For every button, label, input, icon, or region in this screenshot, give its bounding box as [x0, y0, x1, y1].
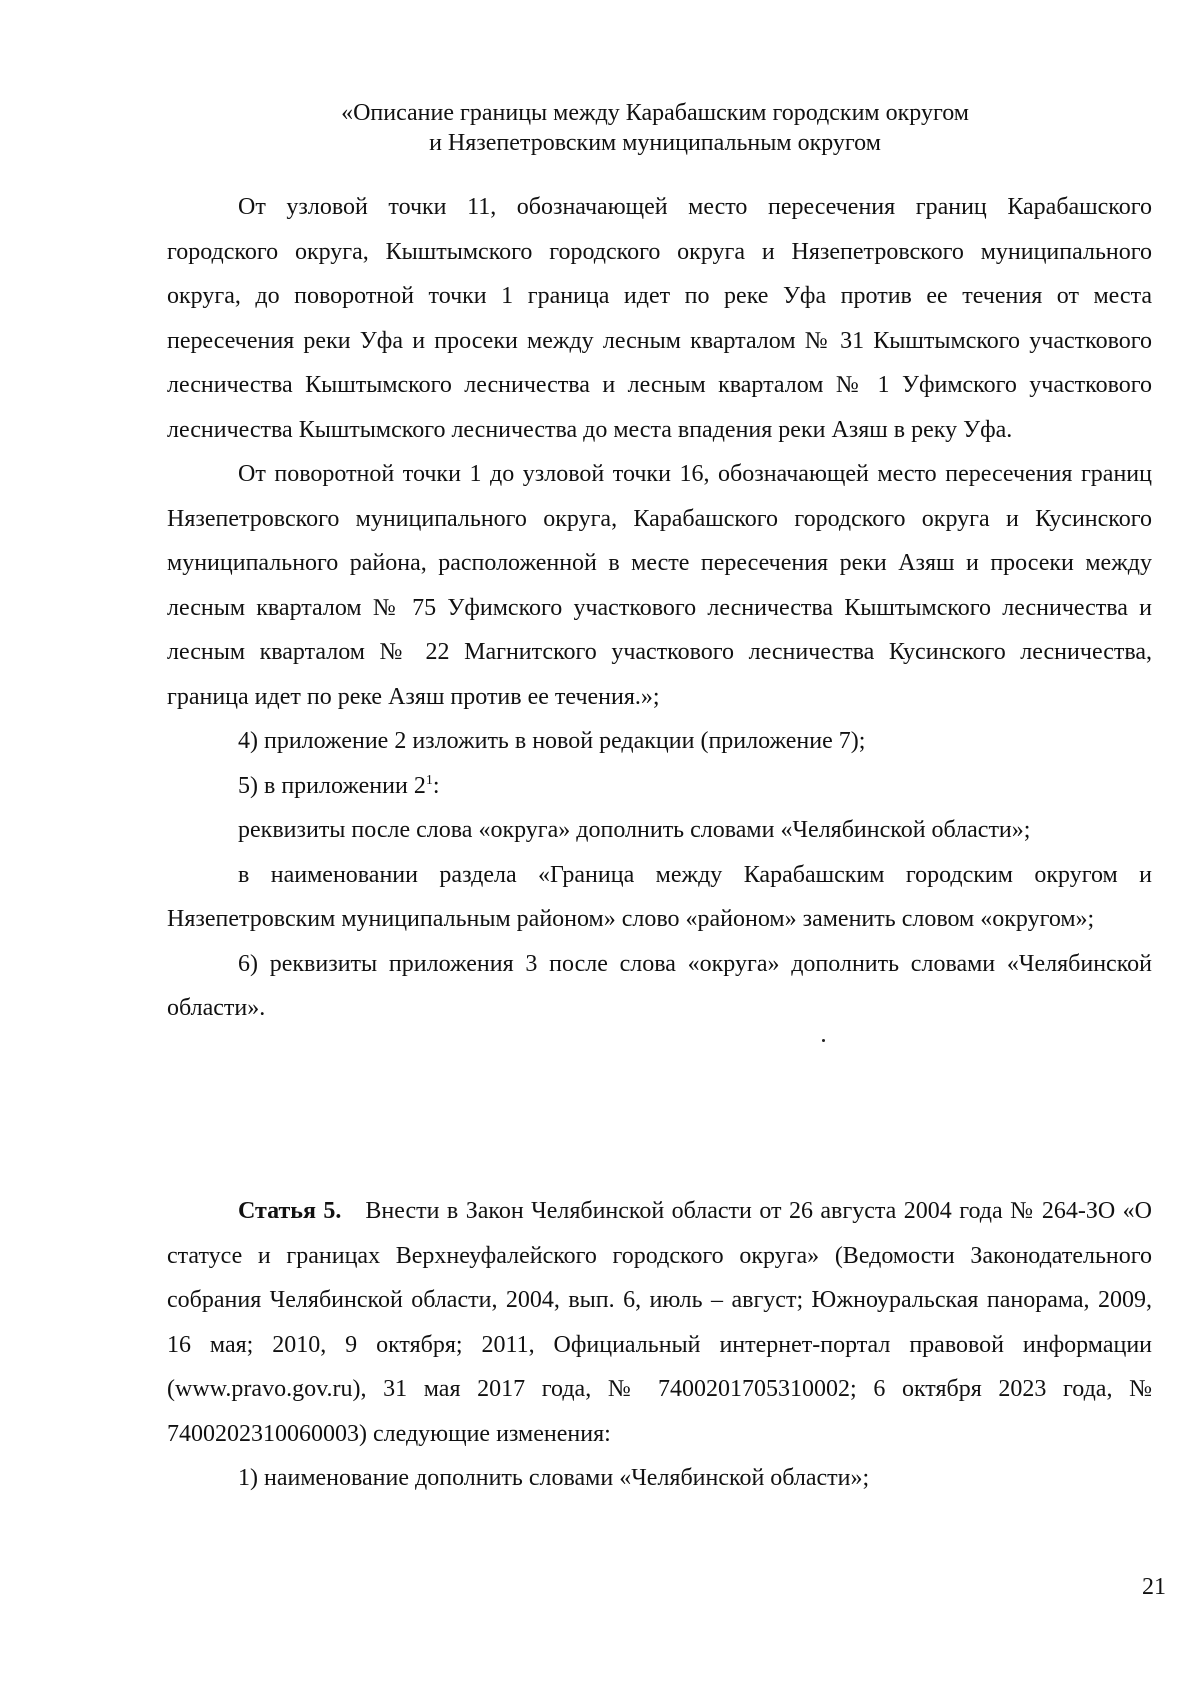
item-5: [167, 764, 1152, 809]
item-5-requisites: реквизиты после слова «округа» дополнить словами «Челябинской области»;: [238, 817, 1031, 843]
article-5-item-1: 1) наименование дополнить словами «Челябинской области»;: [238, 1465, 870, 1491]
article-5-block: [167, 1189, 1152, 1501]
item-4: 4) приложение 2 изложить в новой редакции (приложение 7);: [238, 728, 866, 754]
paragraph-node-11: От узловой точки 11, обозначающей место пересечения границ Карабашского городского округа, Кыштымского городского округа и Нязепетровского муниципального округа, до поворотной точки 1 граница идет по реке Уфа против ее течения от места пересечения реки Уфа и просеки между лесным кварталом № 31 Кыштымского участкового лесничества Кыштымского лесничества и лесным кварталом № 1 Уфимского участкового лесничества Кыштымского лесничества до места впадения реки Азяш в реку Уфа.: [167, 194, 1152, 443]
item-5-suffix: :: [432, 772, 440, 799]
title-line-1: «Описание границы между Карабашским городским округом: [341, 100, 969, 126]
article-5-heading: Статья 5.: [238, 1198, 342, 1224]
section-title: [0, 98, 1200, 158]
paragraph-point-1: От поворотной точки 1 до узловой точки 16, обозначающей место пересечения границ Нязепетровского муниципального округа, Карабашского городского округа и Кусинского муниципального района, расположенной в месте пересечения реки Азяш и просеки между лесным кварталом № 75 Уфимского участкового лесничества Кыштымского лесничества и лесным кварталом № 22 Магнитского участкового лесничества Кусинского лесничества, граница идет по реке Азяш против ее течения.»;: [167, 461, 1152, 710]
page-number: 21: [1142, 1574, 1166, 1600]
main-text-block: [167, 185, 1152, 1031]
item-5-superscript: 1: [425, 772, 433, 788]
article-5-text: Внести в Закон Челябинской области от 26 августа 2004 года № 264-ЗО «О статусе и границах Верхнеуфалейского городского округа» (Ведомости Законодательного собрания Челябинской области, 2004, вып. 6, июль – август; Южноуральская панорама, 2009, 16 мая; 2010, 9 октября; 2011, Официальный интернет-портал правовой информации (www.pravo.gov.ru), 31 мая 2017 года, № 7400201705310002; 6 октября 2023 года, № 7400202310060003) следующие изменения:: [167, 1198, 1152, 1447]
item-5-section-name: в наименовании раздела «Граница между Карабашским городским округом и Нязепетровским муниципальным районом» слово «районом» заменить словом «округом»;: [167, 861, 1152, 932]
item-6: 6) реквизиты приложения 3 после слова «округа» дополнить словами «Челябинской области».: [167, 950, 1152, 1021]
article-5-paragraph: [167, 1189, 1152, 1456]
item-5-prefix: 5) в приложении 2: [238, 772, 426, 799]
scan-speck: [822, 1039, 825, 1042]
title-line-2: и Нязепетровским муниципальным округом: [429, 130, 881, 156]
